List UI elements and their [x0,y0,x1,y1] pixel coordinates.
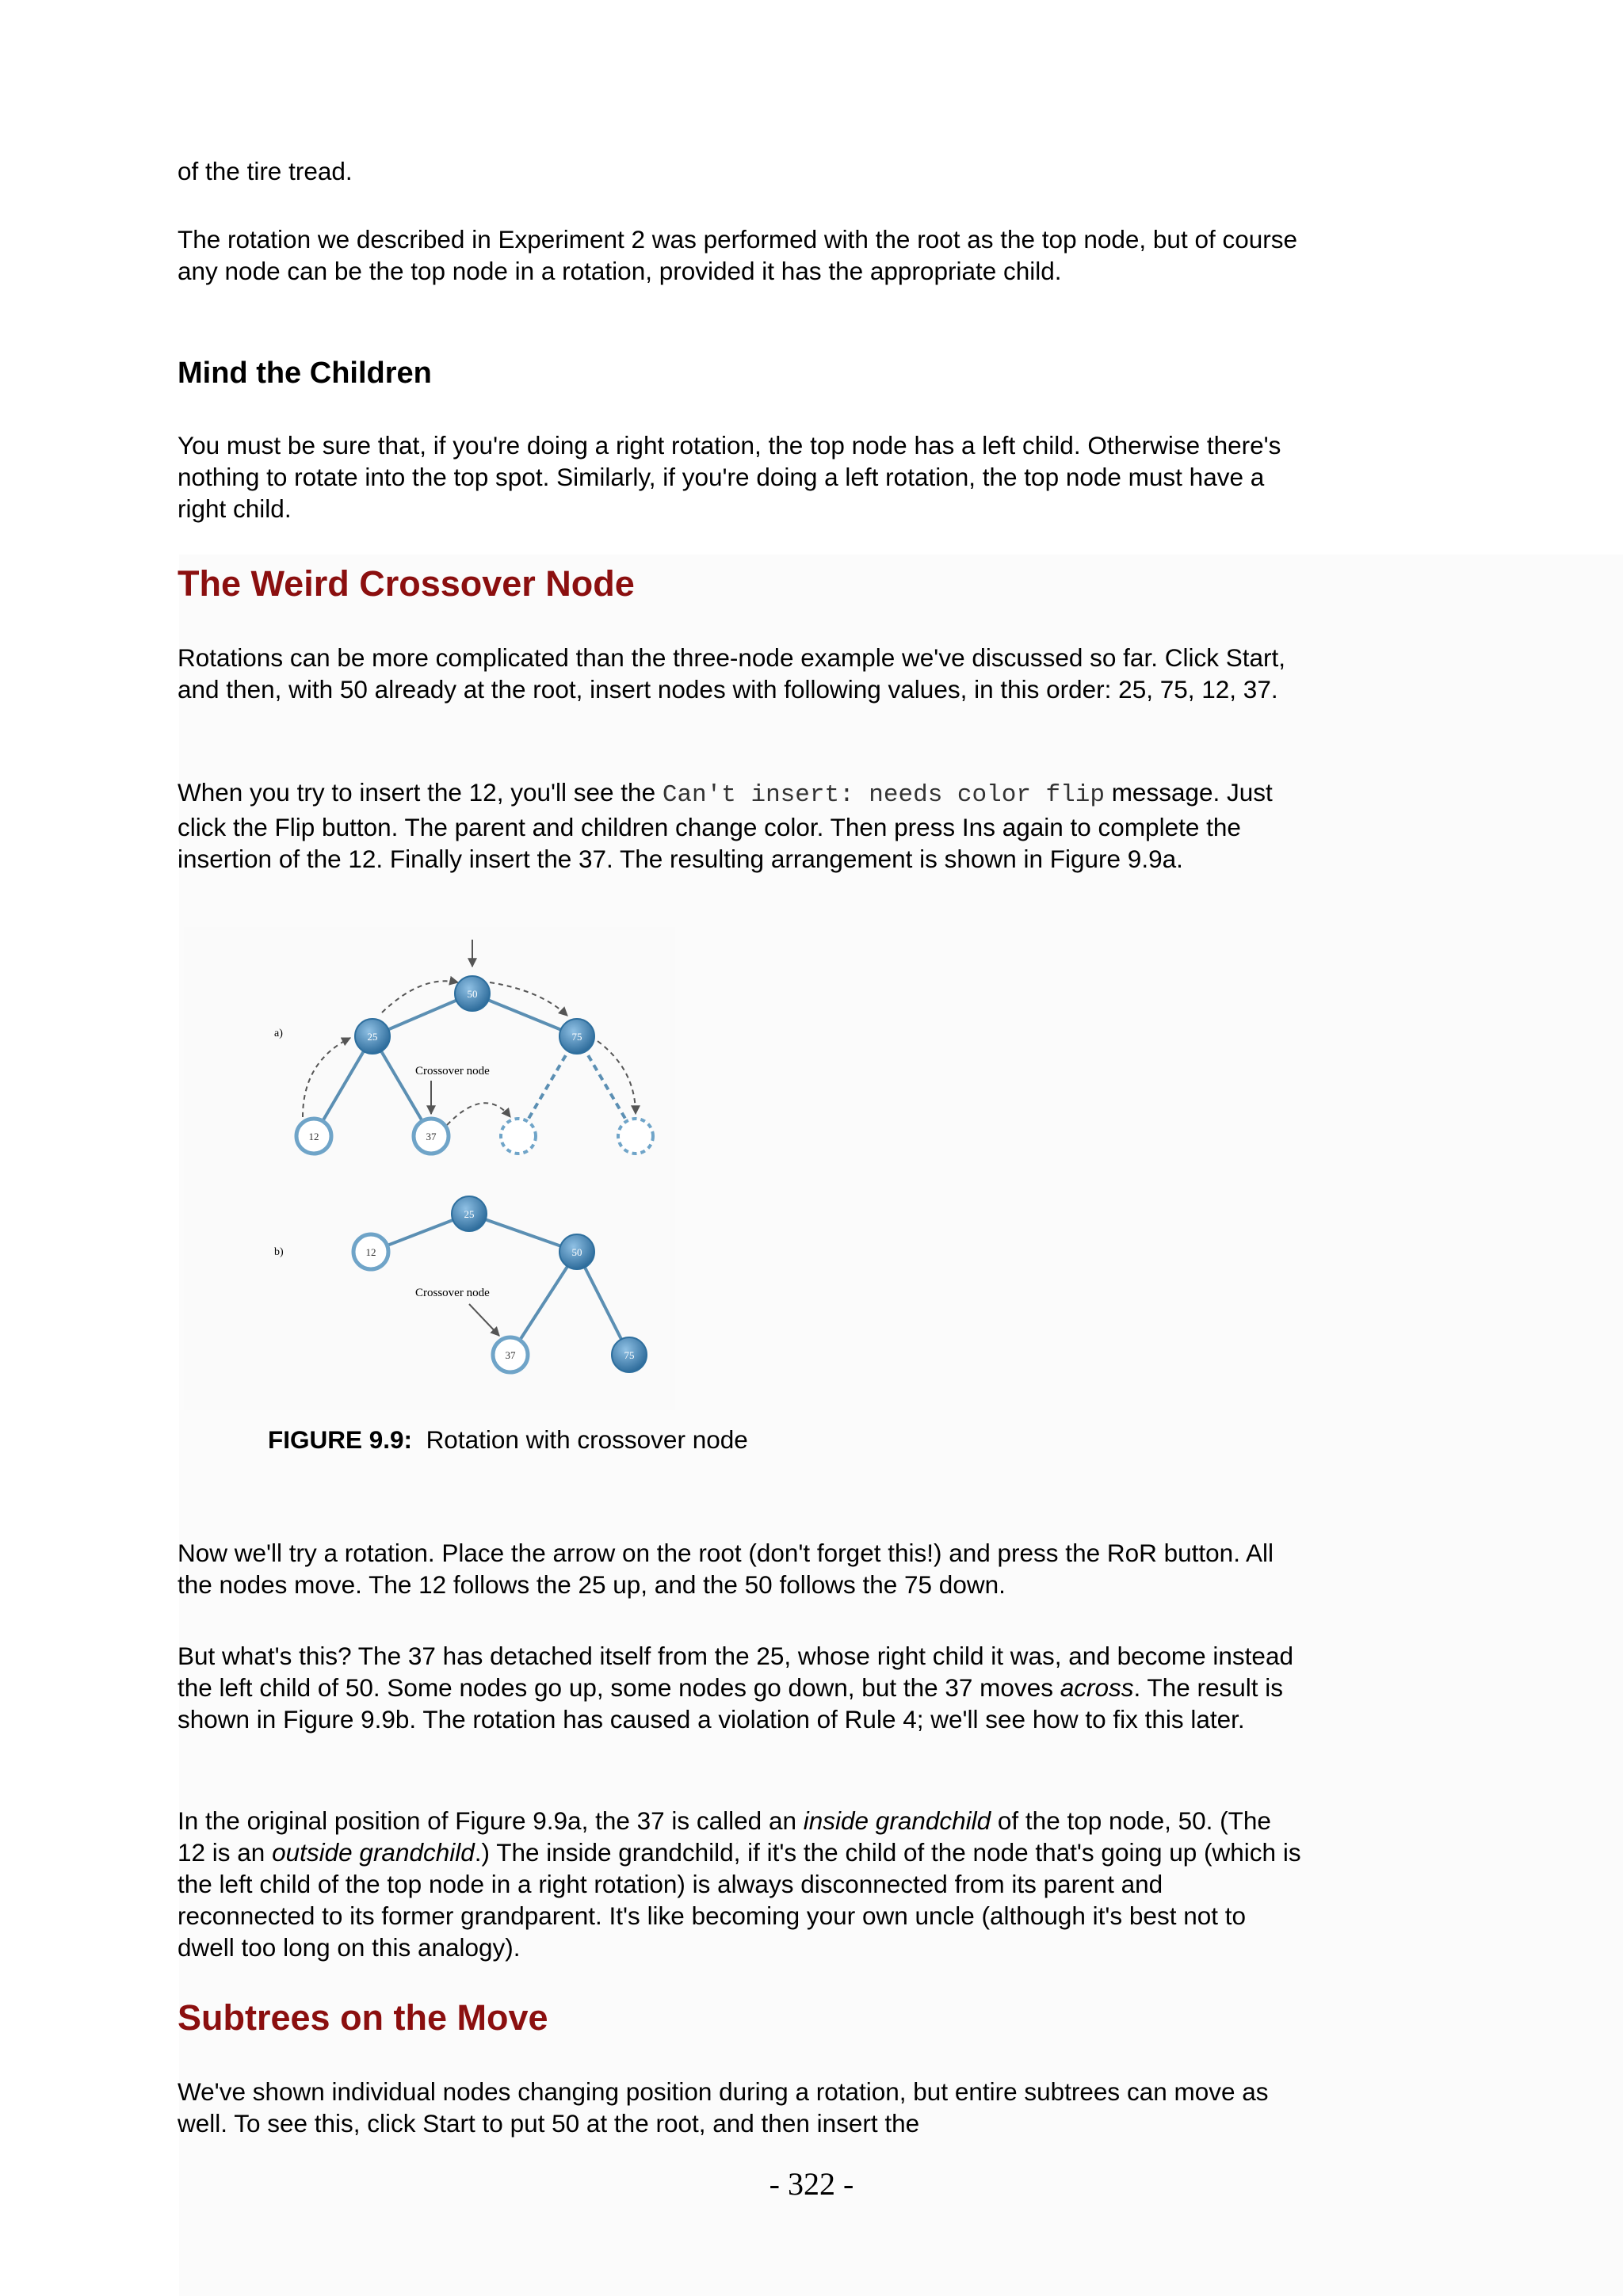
code-message: Can't insert: needs color flip [662,781,1105,809]
node-label: 25 [464,1208,475,1220]
rotation-diagram [184,927,675,1410]
node-label: 75 [624,1349,635,1361]
emphasis: inside grandchild [803,1806,991,1835]
node-label: 75 [571,1031,582,1043]
paragraph-text: But what's this? The 37 has detached itself from the 25, whose right child it was, and become instead the left child of 50. Some nodes go up, some nodes go down, but the 37 moves [178,1642,1293,1702]
paragraph-text: In the original position of Figure 9.9a, the 37 is called an [178,1806,804,1835]
empty-node-placeholder [618,1119,653,1154]
paragraph [178,1640,1303,1735]
paragraph: The rotation we described in Experiment 2 was performed with the root as the top node, but of course any node can be the top node in a rotation, provided it has the appropriate child. [178,225,1298,285]
section-heading-mind-the-children: Mind the Children [178,357,432,390]
page-number: - 322 - [769,2166,854,2202]
node-label: 12 [308,1131,319,1142]
node-25 [355,1019,390,1054]
caption-text: Rotation with crossover node [426,1425,748,1454]
node-75 [612,1337,647,1372]
node-label: 25 [367,1031,378,1043]
crossover-pointer [469,1304,499,1336]
node-12 [296,1119,331,1154]
emphasis: outside grandchild [272,1838,475,1867]
node-25 [452,1196,487,1231]
node-50 [559,1234,594,1269]
node-12 [353,1234,388,1269]
emphasis: across [1060,1673,1134,1702]
node-50 [455,976,490,1011]
paragraph: We've shown individual nodes changing position during a rotation, but entire subtrees can move as well. To see this, click Start to put 50 at the root, and then insert the [178,2077,1269,2138]
paragraph [178,776,1303,875]
node-label: 37 [426,1131,437,1142]
node-label: 37 [505,1349,516,1361]
paragraph: of the tire tread. [178,157,353,185]
paragraph-text: . The result is shown in Figure 9.9b. The rotation has caused a violation of Rule 4; we'll see how to fix this later. [178,1673,1283,1733]
movement-arrow [490,982,567,1016]
paragraph: Now we'll try a rotation. Place the arrow on the root (don't forget this!) and press the RoR button. All the nodes move. The 12 follows the 25 up, and the 50 follows the 75 down. [178,1539,1274,1599]
figure-9-9 [184,927,675,1410]
paragraph-text: .) The inside grandchild, if it's the child of the node that's going up (which is the left child of the top node in a right rotation) is always disconnected from its parent and reconnected to its former grandparent. It's like becoming your own uncle (although it's best not to dwell too long on this analogy). [178,1838,1301,1962]
node-label: 12 [365,1246,376,1258]
figure-label-a: a) [274,1028,283,1039]
paragraph: Rotations can be more complicated than the three-node example we've discussed so far. Click Start, and then, with 50 already at the root, insert nodes with following values, in this order: 25, 75, 12, 37. [178,643,1285,704]
node-label: 50 [571,1246,582,1258]
crossover-label: Crossover node [415,1287,490,1299]
paragraph: You must be sure that, if you're doing a right rotation, the top node has a left child. Otherwise there's nothing to rotate into the top spot. Similarly, if you're doing a left rotation, the top node must have a right child. [178,431,1281,523]
figure-label-b: b) [274,1246,284,1258]
movement-arrow [303,1038,350,1117]
section-heading-subtrees-on-the-move: Subtrees on the Move [178,1997,548,2038]
paragraph-text: message. Just click the Flip button. The parent and children change color. Then press Ins again to complete the insertion of the 12. Finally insert the 37. The resulting arrangement is shown in Figure 9.9a. [178,778,1273,873]
paragraph [178,1805,1303,1963]
movement-arrow [447,1103,510,1125]
movement-arrow [382,981,458,1013]
section-heading-weird-crossover-node: The Weird Crossover Node [178,563,635,604]
movement-arrow [598,1041,636,1114]
paragraph-text: When you try to insert the 12, you'll see the [178,778,663,807]
empty-node-placeholder [501,1119,536,1154]
node-75 [559,1019,594,1054]
caption-label: FIGURE 9.9: [268,1425,413,1454]
crossover-label: Crossover node [415,1065,490,1077]
paragraph-text: of the top node, 50. (The 12 is an [178,1806,1271,1867]
node-37 [493,1337,528,1372]
node-37 [414,1119,449,1154]
figure-caption [268,1424,748,1455]
node-label: 50 [467,988,478,1000]
